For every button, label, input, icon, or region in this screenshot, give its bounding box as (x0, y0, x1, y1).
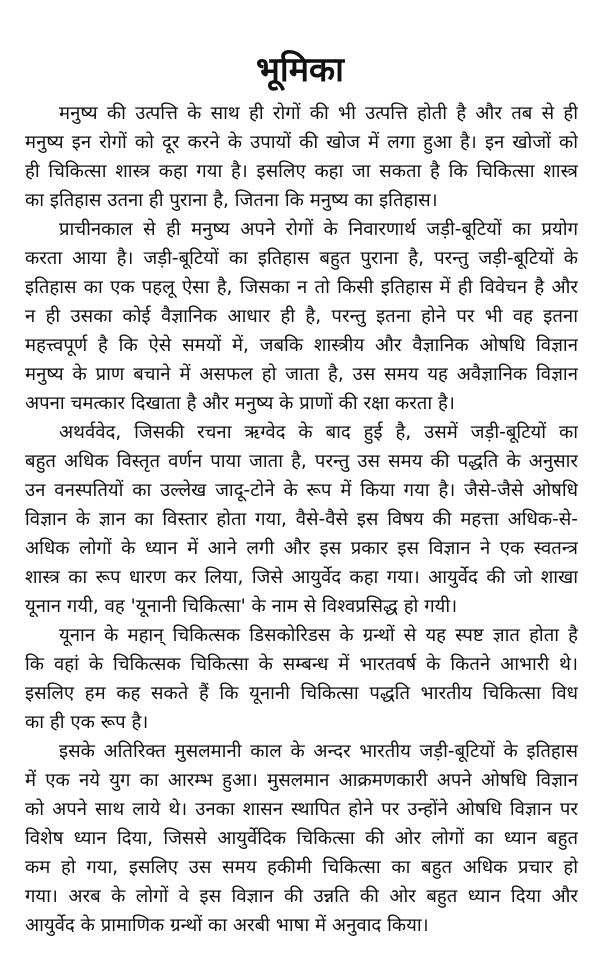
text-line: विज्ञान के ज्ञान का विस्तार होता गया, वैसे-वैसे इस विषय की महत्ता अधिक-से- (25, 509, 578, 530)
text-line: अधिक लोगों के ध्यान में आने लगी और इस प्रकार इस विज्ञान ने एक स्वतन्त्र (25, 538, 578, 559)
text-line: यूनान के महान् चिकित्सक डिसकोरिडस के ग्रन्थों से यह स्पष्ट ज्ञात होता है (59, 625, 578, 646)
text-line: अथर्ववेद, जिसकी रचना ऋग्वेद के बाद हुई है, उसमें जड़ी-बूटियों का (59, 422, 578, 443)
text-line: करता आया है। जड़ी-बूटियों का इतिहास बहुत पुराना है, परन्तु जड़ी-बूटियों के (25, 248, 578, 269)
text-line: में एक नये युग का आरम्भ हुआ। मुसलमान आक्रमणकारी अपने ओषधि विज्ञान (25, 770, 578, 791)
text-line: कम हो गया, इसलिए उस समय हकीमी चिकित्सा का बहुत अधिक प्रचार हो (25, 857, 578, 878)
text-line: इसके अतिरिक्त मुसलमानी काल के अन्दर भारतीय जड़ी-बूटियों के इतिहास (59, 741, 578, 762)
paragraph (25, 215, 578, 418)
paragraph (25, 737, 578, 940)
text-line: मनुष्य इन रोगों को दूर करने के उपायों की खोज में लगा हुआ है। इन खोजों को (25, 132, 578, 153)
text-line: इसलिए हम कह सकते हैं कि यूनानी चिकित्सा पद्धति भारतीय चिकित्सा विध (25, 683, 578, 704)
paragraph (25, 99, 578, 215)
text-line: उन वनस्पतियों का उल्लेख जादू-टोने के रूप में किया गया है। जैसे-जैसे ओषधि (25, 480, 578, 501)
text-line: ही चिकित्सा शास्त्र कहा गया है। इसलिए कहा जा सकता है कि चिकित्सा शास्त्र (25, 161, 578, 182)
text-line: आयुर्वेद के प्रामाणिक ग्रन्थों का अरबी भाषा में अनुवाद किया। (25, 915, 429, 936)
text-line: को अपने साथ लाये थे। उनका शासन स्थापित होने पर उन्होंने ओषधि विज्ञान पर (25, 799, 578, 820)
paragraph (25, 621, 578, 737)
paragraph (25, 418, 578, 621)
text-line: मनुष्य की उत्पत्ति के साथ ही रोगों की भी उत्पत्ति होती है और तब से ही (59, 103, 578, 124)
text-line: शास्त्र का रूप धारण कर लिया, जिसे आयुर्वेद कहा गया। आयुर्वेद की जो शाखा (25, 567, 578, 588)
text-line: मनुष्य के प्राण बचाने में असफल हो जाता है, उस समय यह अवैज्ञानिक विज्ञान (25, 364, 578, 385)
text-line: अपना चमत्कार दिखाता है और मनुष्य के प्राणों की रक्षा करता है। (25, 393, 455, 414)
text-line: प्राचीनकाल से ही मनुष्य अपने रोगों के निवारणार्थ जड़ी-बूटियों का प्रयोग (59, 219, 578, 240)
document-body (25, 99, 578, 940)
text-line: यूनान गयी, वह 'यूनानी चिकित्सा' के नाम से विश्वप्रसिद्ध हो गयी। (25, 596, 458, 617)
text-line: महत्त्वपूर्ण है कि ऐसे समयों में, जबकि शास्त्रीय और वैज्ञानिक ओषधि विज्ञान (25, 335, 578, 356)
text-line: का ही एक रूप है। (25, 712, 149, 733)
text-line: का इतिहास उतना ही पुराना है, जितना कि मनुष्य का इतिहास। (25, 190, 438, 211)
text-line: कि वहां के चिकित्सक चिकित्सा के सम्बन्ध में भारतवर्ष के कितने आभारी थे। (25, 654, 578, 675)
text-line: न ही उसका कोई वैज्ञानिक आधार ही है, परन्तु इतना होने पर भी वह इतना (25, 306, 578, 327)
text-line: बहुत अधिक विस्तृत वर्णन पाया जाता है, परन्तु उस समय की पद्धति के अनुसार (25, 451, 578, 472)
text-line: विशेष ध्यान दिया, जिससे आयुर्वेदिक चिकित्सा की ओर लोगों का ध्यान बहुत (25, 828, 578, 849)
page-title: भूमिका (256, 49, 344, 90)
text-line: गया। अरब के लोगों वे इस विज्ञान की उन्नति की ओर बहुत ध्यान दिया और (25, 886, 578, 907)
text-line: इतिहास का एक पहलू ऐसा है, जिसका न तो किसी इतिहास में ही विवेचन है और (25, 277, 578, 298)
